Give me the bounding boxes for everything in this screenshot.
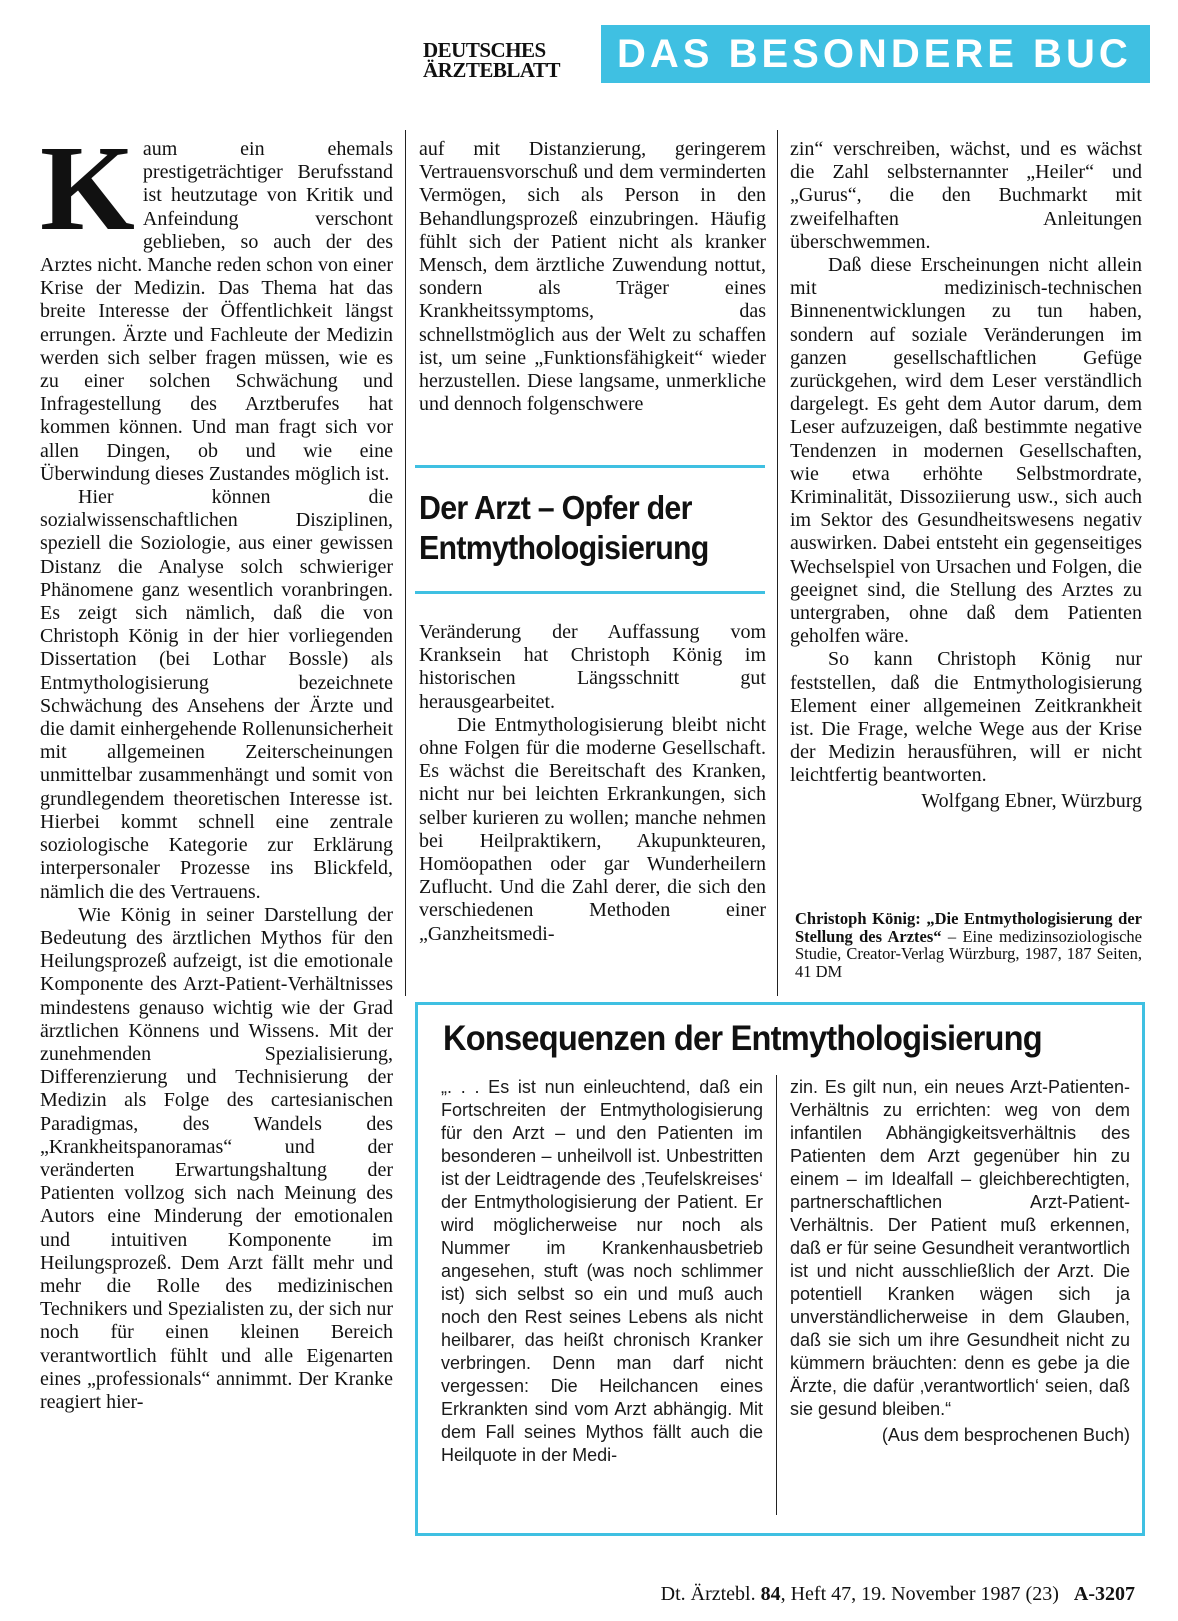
book-citation: [795, 910, 1142, 980]
quote-text: zin. Es gilt nun, ein neues Arzt-Patienten-Verhältnis zu errichten: weg von dem infantilen Abhängigkeitsverhältnis des Patienten dem Arzt gegenüber hin zu einem – im Idealfall – gleichberechtigten, partnerschaftlichen Arzt-Patient-Verhältnis. Der Patient muß erkennen, daß er für seine Gesundheit verantwortlich ist und nicht ausschließlich der Arzt. Die potentiell Kranken wägen sich ja unverständlicherweise in dem Glauben, daß sie sich um ihre Gesundheit nicht zu kümmern bräuchten: denn es gebe ja die Ärzte, die dafür ‚verantwortlich‘ seien, daß sie gesund bleiben.“: [790, 1077, 1130, 1419]
page-number: A-3207: [1073, 1583, 1135, 1605]
quote-source: (Aus dem besprochenen Buch): [881, 1425, 1130, 1445]
article-paragraph: Hier können die sozialwissenschaftlichen Disziplinen, speziell die Soziologie, aus einer gewissen Distanz die Analyse solch schwieriger Phänomene ganz wesentlich voranbringen. Es zeigt sich nämlich, daß die von Christoph König in der hier vorliegenden Dissertation (bei Lothar Bossle) als Entmythologisierung bezeichnete Schwächung des Ansehens der Ärzte und die damit einhergehende Rollenunsicherheit mit allgemeinen Zeiterscheinungen unmittelbar zusammenhängt und somit von grundlegendem theoretischen Interesse ist. Hierbei kommt schnell eine zentrale soziologische Kategorie zur Erklärung interpersonaler Prozesse ins Blickfeld, nämlich die des Vertrauens.: [40, 486, 393, 903]
article-column-1: [40, 121, 393, 1414]
article-paragraph: So kann Christoph König nur feststellen, daß die Entmythologisierung Element einer allgemeinen Zeitkrankheit ist. Die Frage, welche Wege aus der Krise der Medizin herausführen, will er nicht leichtfertig beantworten.: [790, 648, 1142, 787]
journal-name-line2: ÄRZTEBLATT: [423, 58, 560, 82]
footer-issue: , Heft 47, 19. November 1987 (23): [780, 1583, 1059, 1605]
citation-details: – Eine medizinsoziologische Studie, Creator-Verlag Würzburg, 1987, 187 Seiten, 41 DM: [795, 926, 1142, 981]
article-column-3: [790, 138, 1142, 813]
article-paragraph: zin“ verschreiben, wächst, und es wächst die Zahl selbsternannter „Heiler“ und „Gurus“, die den Buchmarkt mit zweifelhaften Anleitungen überschwemmen.: [790, 138, 1142, 253]
citation-title: Christoph König: „Die Entmythologisierung der Stellung des Arztes“: [795, 909, 1142, 946]
footer-volume: 84: [760, 1583, 781, 1605]
article-paragraph: aum ein ehemals prestigeträchtiger Berufsstand ist heutzutage von Kritik und Anfeindung verschont geblieben, so auch der des Arztes nicht. Manche reden schon von einer Krise der Medizin. Das Thema hat das breite Interesse der Öffentlichkeit längst errungen. Ärzte und Fachleute der Medizin werden sich selber fragen müssen, wie es zu einer solchen Schwächung und Infragestellung des Arztberufes hat kommen können. Und man fragt sich vor allen Dingen, ob und wie eine Überwindung dieses Zustandes möglich ist.: [40, 138, 393, 485]
quote-text: „. . . Es ist nun einleuchtend, daß ein Fortschreiten der Entmythologisierung für den Arzt – und den Patienten im besonderen – unheilvoll ist. Unbestritten ist der Leidtragende des ‚Teufelskreises‘ der Entmythologisierung der Patient. Er wird möglicherweise nur noch als Nummer im Krankenhausbetrieb angesehen, stuft (was noch schlimmer ist) sich selbst so ein und muß auch noch den Rest seines Lebens als nicht heilbarer, das heißt chronisch Kranker verbringen. Denn man darf nicht vergessen: Die Heilchancen eines Erkrankten sind vom Arzt abhängig. Mit dem Fall seines Mythos fällt auch die Heilquote in der Medi-: [441, 1077, 763, 1465]
article-paragraph: auf mit Distanzierung, geringerem Vertrauensvorschuß und dem verminderten Vermögen, sich als Person in den Behandlungsprozeß einzubringen. Häufig fühlt sich der Patient nicht als kranker Mensch, dem ärztliche Zuwendung nottut, sondern als Träger eines Krankheitssymptoms, das schnellstmöglich aus der Welt zu schaffen ist, um seine „Funktionsfähigkeit“ wieder herzustellen. Diese langsame, unmerkliche und dennoch folgenschwere: [419, 138, 766, 416]
journal-name-line1: DEUTSCHES: [423, 38, 546, 62]
author-signature: Wolfgang Ebner, Würzburg: [921, 789, 1142, 812]
column-divider: [405, 130, 406, 996]
quote-column-2: [790, 1076, 1130, 1447]
column-divider: [777, 130, 778, 996]
page-footer: [580, 1583, 1135, 1606]
article-column-2-bottom: [419, 621, 766, 946]
article-paragraph: Veränderung der Auffassung vom Kranksein hat Christoph König im historischen Längsschnitt gut herausgearbeitet.: [419, 621, 766, 713]
journal-masthead: [423, 40, 593, 80]
quote-column-1: [441, 1076, 763, 1467]
article-paragraph: Wie König in seiner Darstellung der Bedeutung des ärztlichen Mythos für den Heilungsprozeß aufzeigt, ist die emotionale Komponente des Arzt-Patient-Verhältnisses mindestens genauso wichtig wie der Grad ärztlichen Könnens und Wissens. Mit der zunehmenden Spezialisierung, Differenzierung und Technisierung der Medizin als Folge des cartesianischen Paradigmas, des Wandels des „Krankheitspanoramas“ und der veränderten Erwartungshaltung der Patienten vollzog sich nach Meinung des Autors eine Minderung der emotionalen und intuitiven Komponente im Heilungsprozeß. Dem Arzt fällt mehr und mehr die Rolle des medizinischen Technikers und Spezialisten zu, der sich nur noch für einen kleinen Bereich verantwortlich fühlt und alle Eigenarten eines „professionals“ annimmt. Der Kranke reagiert hier-: [40, 903, 393, 1413]
headline-rule-bottom: [415, 591, 765, 594]
article-column-2-top: [419, 138, 766, 416]
headline-rule-top: [415, 465, 765, 468]
article-paragraph: Die Entmythologisierung bleibt nicht ohne Folgen für die moderne Gesellschaft. Es wächst die Bereitschaft des Kranken, nicht nur bei leichten Erkrankungen, sich selber kurieren zu wollen; manche nehmen bei Heilpraktikern, Akupunkteuren, Homöopathen oder gar Wunderheilern Zuflucht. Und die Zahl derer, die sich den verschiedenen Methoden einer „Ganzheitsmedi-: [419, 713, 766, 945]
drop-cap: K: [40, 121, 135, 256]
article-headline: Der Arzt – Opfer der Entmythologisierung: [419, 489, 709, 566]
box-column-divider: [776, 1075, 777, 1515]
section-banner: DAS BESONDERE BUC: [601, 25, 1150, 83]
footer-journal: Dt. Ärztebl.: [660, 1583, 761, 1605]
quote-box-title: Konsequenzen der Entmythologisierung: [443, 1019, 1042, 1058]
article-paragraph: Daß diese Erscheinungen nicht allein mit medizinisch-technischen Binnenentwicklungen zu tun haben, sondern auf soziale Veränderungen im ganzen gesellschaftlichen Gefüge zurückgehen, wird dem Leser verständlich dargelegt. Es geht dem Autor darum, dem Leser aufzuzeigen, daß bestimmte negative Tendenzen in modernen Gesellschaften, wie etwa erhöhte Selbstmordrate, Kriminalität, Dissoziierung usw., sich auch im Sektor des Gesundheitswesens negativ auswirken. Dabei entsteht ein gegenseitiges Wechselspiel von Ursachen und Folgen, die geeignet sind, die Stellung des Arztes zu untergraben, ohne daß dem Patienten geholfen wäre.: [790, 254, 1142, 648]
